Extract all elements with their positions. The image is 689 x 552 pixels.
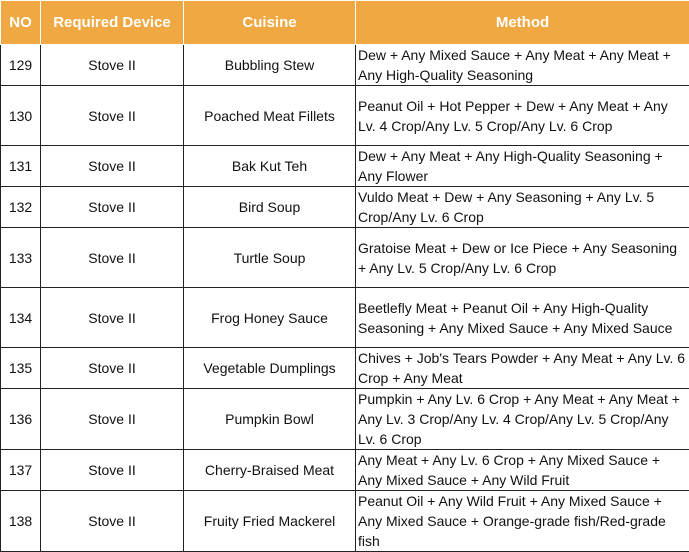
header-cuisine: Cuisine — [184, 1, 356, 45]
cell-device: Stove II — [41, 187, 184, 228]
cell-cuisine: Cherry-Braised Meat — [184, 450, 356, 491]
table-row — [1, 187, 689, 228]
table-row — [1, 389, 689, 450]
cell-cuisine: Bubbling Stew — [184, 45, 356, 86]
cell-method: Peanut Oil + Hot Pepper + Dew + Any Meat + Any Lv. 4 Crop/Any Lv. 5 Crop/Any Lv. 6 Crop — [356, 86, 689, 146]
cell-cuisine: Vegetable Dumplings — [184, 348, 356, 389]
cell-no: 129 — [1, 45, 41, 86]
cell-no: 130 — [1, 86, 41, 146]
cell-no: 132 — [1, 187, 41, 228]
table-row — [1, 45, 689, 86]
cell-method: Dew + Any Mixed Sauce + Any Meat + Any Meat + Any High-Quality Seasoning — [356, 45, 689, 86]
cell-device: Stove II — [41, 45, 184, 86]
cell-cuisine: Bird Soup — [184, 187, 356, 228]
cell-device: Stove II — [41, 288, 184, 348]
cell-cuisine: Turtle Soup — [184, 228, 356, 288]
header-required-device: Required Device — [41, 1, 184, 45]
cell-method: Vuldo Meat + Dew + Any Seasoning + Any Lv. 5 Crop/Any Lv. 6 Crop — [356, 187, 689, 228]
cell-method: Dew + Any Meat + Any High-Quality Seasoning + Any Flower — [356, 146, 689, 187]
cell-cuisine: Pumpkin Bowl — [184, 389, 356, 450]
cell-device: Stove II — [41, 450, 184, 491]
cell-cuisine: Fruity Fried Mackerel — [184, 491, 356, 552]
header-method: Method — [356, 1, 689, 45]
table-row — [1, 348, 689, 389]
cell-no: 133 — [1, 228, 41, 288]
cell-method: Gratoise Meat + Dew or Ice Piece + Any Seasoning + Any Lv. 5 Crop/Any Lv. 6 Crop — [356, 228, 689, 288]
cell-device: Stove II — [41, 389, 184, 450]
table-row — [1, 450, 689, 491]
header-no: NO — [1, 1, 41, 45]
table-row — [1, 228, 689, 288]
cell-device: Stove II — [41, 491, 184, 552]
cell-device: Stove II — [41, 146, 184, 187]
cell-method: Any Meat + Any Lv. 6 Crop + Any Mixed Sauce + Any Mixed Sauce + Any Wild Fruit — [356, 450, 689, 491]
cell-no: 136 — [1, 389, 41, 450]
cell-method: Peanut Oil + Any Wild Fruit + Any Mixed Sauce + Any Mixed Sauce + Orange-grade fish/Red-grade fish — [356, 491, 689, 552]
header-row — [1, 1, 689, 45]
cell-no: 134 — [1, 288, 41, 348]
cell-no: 137 — [1, 450, 41, 491]
table-row — [1, 491, 689, 552]
cell-method: Pumpkin + Any Lv. 6 Crop + Any Meat + Any Meat + Any Lv. 3 Crop/Any Lv. 4 Crop/Any Lv. 5 Crop/Any Lv. 6 Crop — [356, 389, 689, 450]
cell-cuisine: Bak Kut Teh — [184, 146, 356, 187]
cell-cuisine: Frog Honey Sauce — [184, 288, 356, 348]
cell-no: 138 — [1, 491, 41, 552]
cell-no: 135 — [1, 348, 41, 389]
cell-device: Stove II — [41, 228, 184, 288]
table-row — [1, 86, 689, 146]
table-row — [1, 288, 689, 348]
cell-method: Beetlefly Meat + Peanut Oil + Any High-Quality Seasoning + Any Mixed Sauce + Any Mixed Sauce — [356, 288, 689, 348]
cell-device: Stove II — [41, 348, 184, 389]
table-row — [1, 146, 689, 187]
cell-device: Stove II — [41, 86, 184, 146]
cell-method: Chives + Job's Tears Powder + Any Meat + Any Lv. 6 Crop + Any Meat — [356, 348, 689, 389]
cell-cuisine: Poached Meat Fillets — [184, 86, 356, 146]
cell-no: 131 — [1, 146, 41, 187]
